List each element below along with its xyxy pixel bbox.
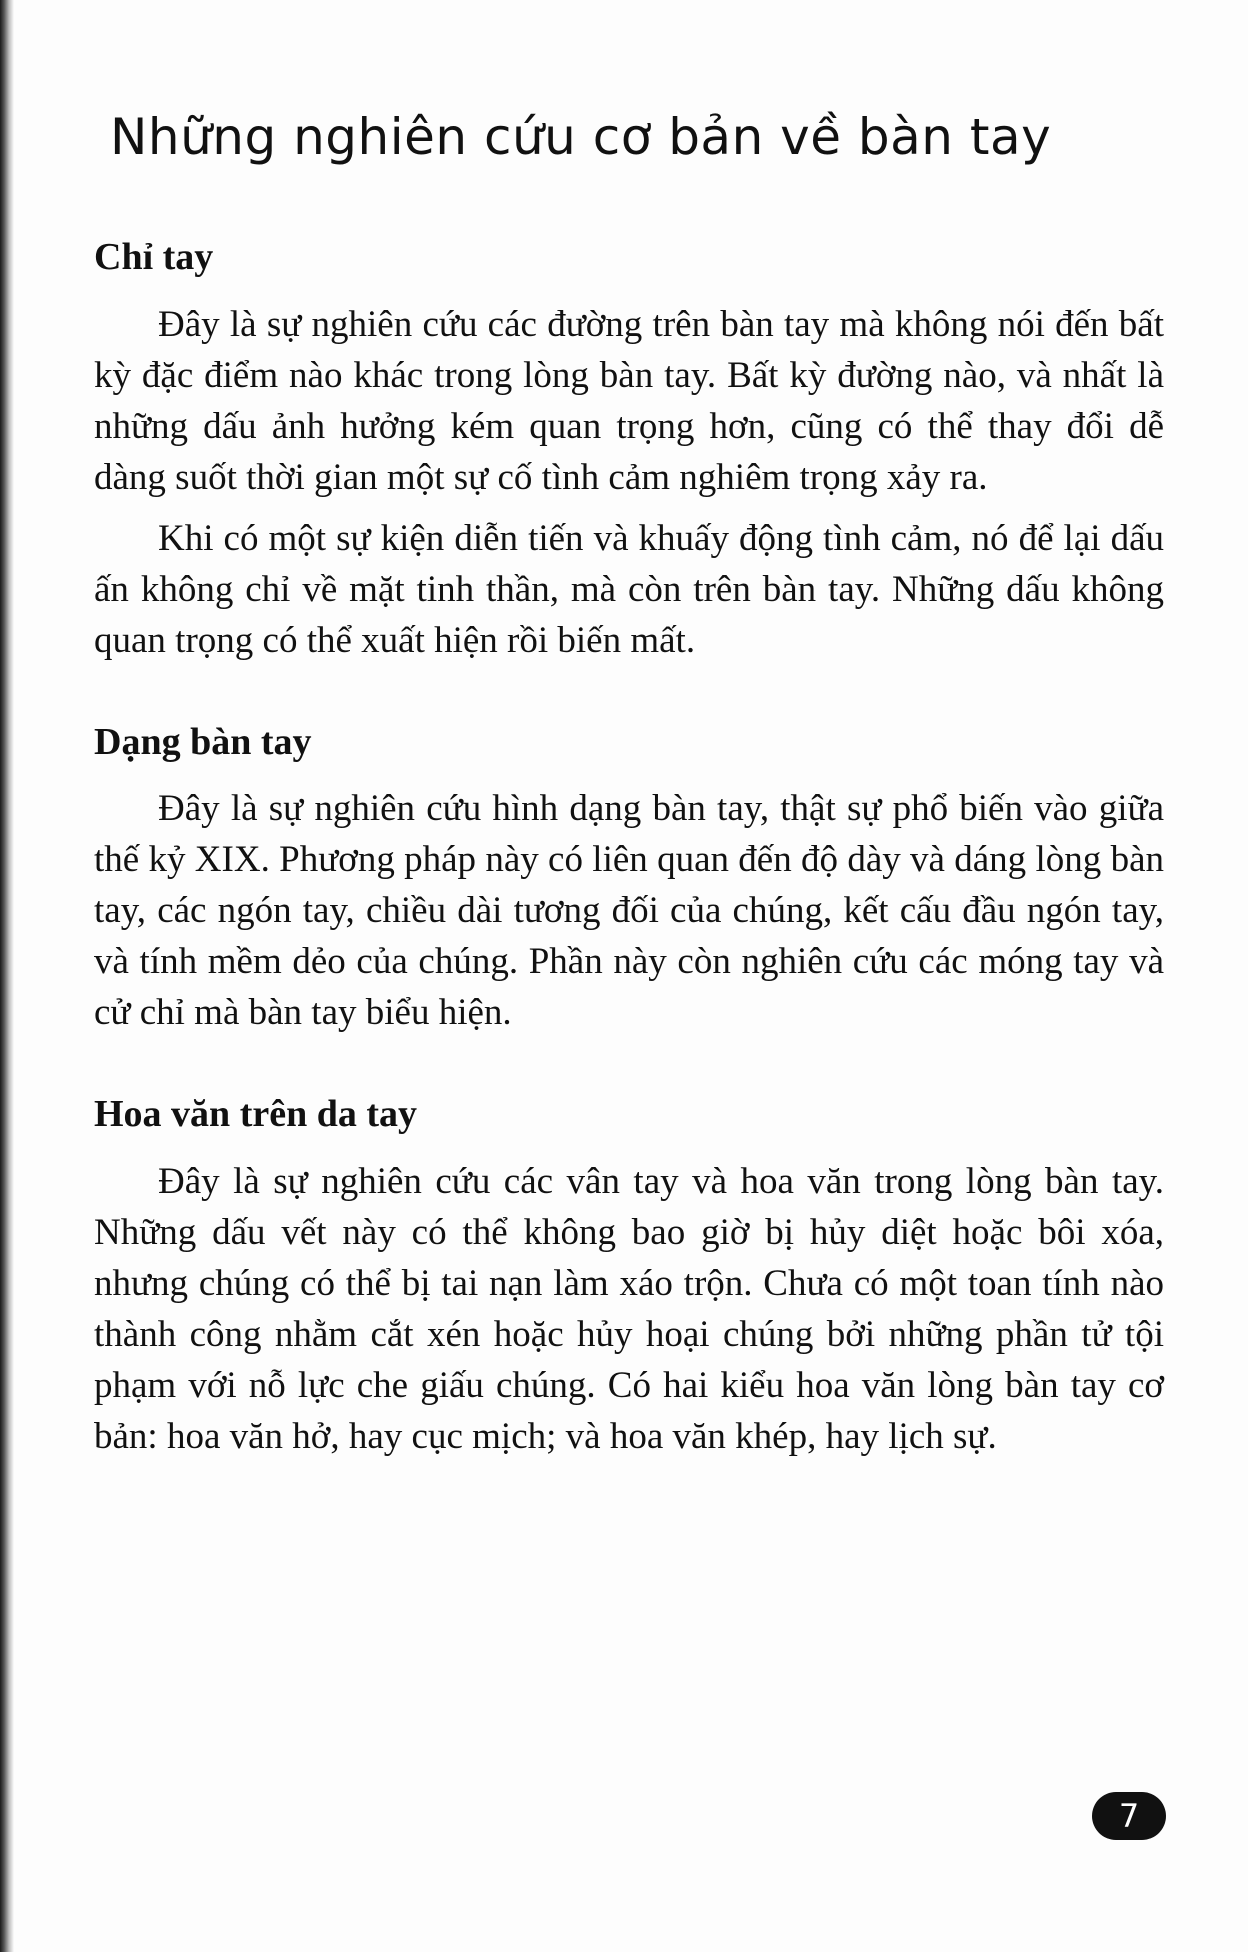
- section-heading: Dạng bàn tay: [94, 720, 312, 763]
- paragraph: Đây là sự nghiên cứu hình dạng bàn tay, thật sự phổ biến vào giữa thế kỷ XIX. Phương pháp này có liên quan đến độ dày và dáng lòng bàn tay, các ngón tay, chiều dài tương đối của chúng, kết cấu đầu ngón tay, và tính mềm dẻo của chúng. Phần này còn nghiên cứu các móng tay và cử chỉ mà bàn tay biểu hiện.: [94, 788, 1164, 1034]
- paragraph: Đây là sự nghiên cứu các vân tay và hoa văn trong lòng bàn tay. Những dấu vết này có thể không bao giờ bị hủy diệt hoặc bôi xóa, nhưng chúng có thể bị tai nạn làm xáo trộn. Chưa có một toan tính nào thành công nhằm cắt xén hoặc hủy hoại chúng bởi những phần tử tội phạm với nỗ lực che giấu chúng. Có hai kiểu hoa văn lòng bàn tay cơ bản: hoa văn hở, hay cục mịch; và hoa văn khép, hay lịch sự.: [94, 1160, 1164, 1457]
- section-hoa-van-tren-da-tay: [94, 1092, 1164, 1462]
- section-dang-ban-tay: [94, 720, 1164, 1039]
- binding-edge: [0, 0, 14, 1952]
- chapter-title: Những nghiên cứu cơ bản về bàn tay: [110, 108, 1052, 166]
- section-heading: Chỉ tay: [94, 236, 214, 278]
- section-heading: Hoa văn trên da tay: [94, 1093, 417, 1136]
- page-content: [94, 110, 1164, 1516]
- paragraph: Khi có một sự kiện diễn tiến và khuấy động tình cảm, nó để lại dấu ấn không chỉ về mặt tinh thần, mà còn trên bàn tay. Những dấu không quan trọng có thể xuất hiện rồi biến mất.: [94, 517, 1164, 661]
- section-chi-tay: [94, 235, 1164, 666]
- page-number-badge: 7: [1092, 1792, 1166, 1840]
- paragraph: Đây là sự nghiên cứu các đường trên bàn tay mà không nói đến bất kỳ đặc điểm nào khác trong lòng bàn tay. Bất kỳ đường nào, và nhất là những dấu ảnh hưởng kém quan trọng hơn, cũng có thể thay đổi dễ dàng suốt thời gian một sự cố tình cảm nghiêm trọng xảy ra.: [94, 303, 1164, 498]
